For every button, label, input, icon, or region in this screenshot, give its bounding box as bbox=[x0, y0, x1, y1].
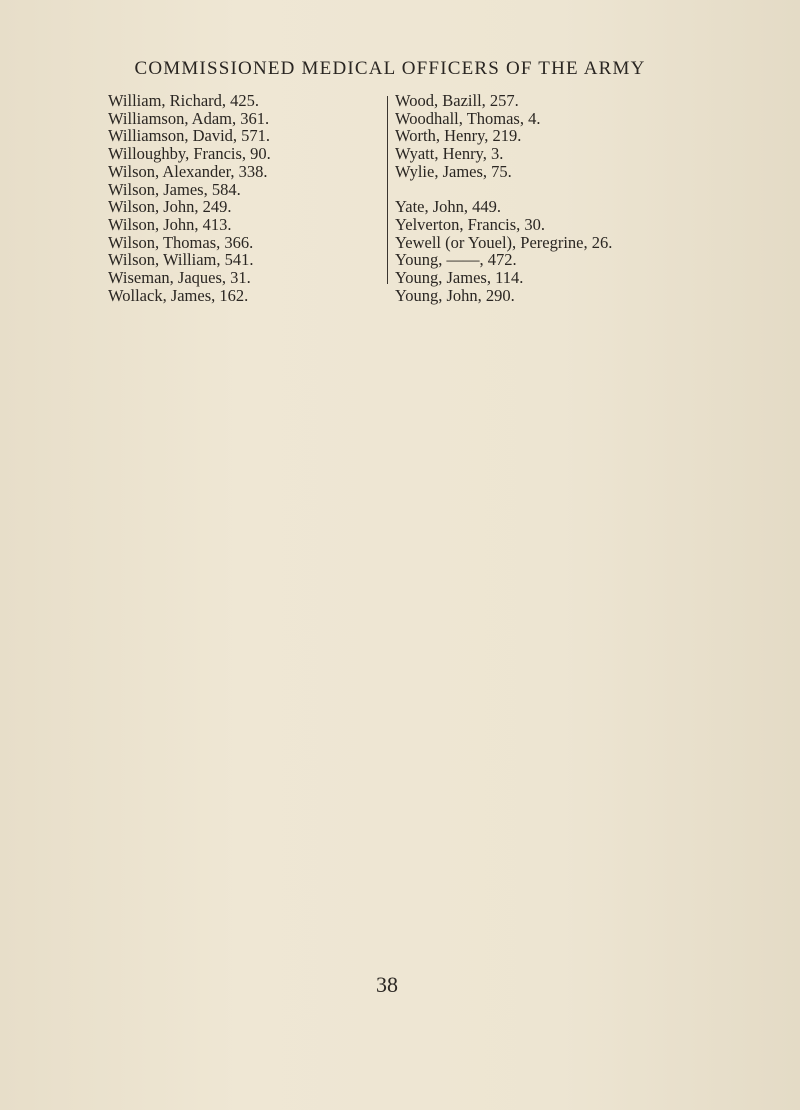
index-entry: Willoughby, Francis, 90. bbox=[108, 144, 271, 164]
index-entry: Yate, John, 449. bbox=[395, 197, 502, 217]
index-entry: Wollack, James, 162. bbox=[108, 285, 249, 305]
column-divider bbox=[387, 96, 388, 284]
index-entry: Williamson, Adam, 361. bbox=[108, 108, 270, 128]
index-entry: Yelverton, Francis, 30. bbox=[395, 214, 546, 234]
index-entry: William, Richard, 425. bbox=[108, 91, 260, 110]
page-number: 38 bbox=[376, 972, 398, 997]
index-entry: Wilson, William, 541. bbox=[108, 250, 254, 270]
index-entry: Wylie, James, 75. bbox=[395, 161, 512, 181]
index-entry: Yewell (or Youel), Peregrine, 26. bbox=[395, 232, 613, 252]
index-entry: Wilson, John, 413. bbox=[108, 214, 232, 234]
index-entry: Woodhall, Thomas, 4. bbox=[395, 108, 541, 128]
index-entry: Wilson, James, 584. bbox=[108, 179, 241, 199]
index-entry: Young, James, 114. bbox=[395, 268, 524, 288]
index-entry: Wyatt, Henry, 3. bbox=[395, 144, 504, 164]
index-entry: Wilson, Thomas, 366. bbox=[108, 232, 254, 252]
index-entry: Wilson, John, 249. bbox=[108, 197, 232, 217]
index-column-left bbox=[108, 92, 378, 304]
index-entry: Young, John, 290. bbox=[395, 285, 515, 305]
index-column-right bbox=[395, 92, 655, 304]
index-entry: Worth, Henry, 219. bbox=[395, 126, 522, 146]
index-entry: Young, ——, 472. bbox=[395, 250, 517, 270]
index-entry: Wilson, Alexander, 338. bbox=[108, 161, 268, 181]
page-header: COMMISSIONED MEDICAL OFFICERS OF THE ARMY bbox=[134, 58, 646, 79]
letter-gap bbox=[395, 181, 655, 199]
index-entry: Williamson, David, 571. bbox=[108, 126, 271, 146]
index-entry: Wood, Bazill, 257. bbox=[395, 91, 519, 110]
index-entry: Wiseman, Jaques, 31. bbox=[108, 268, 251, 288]
